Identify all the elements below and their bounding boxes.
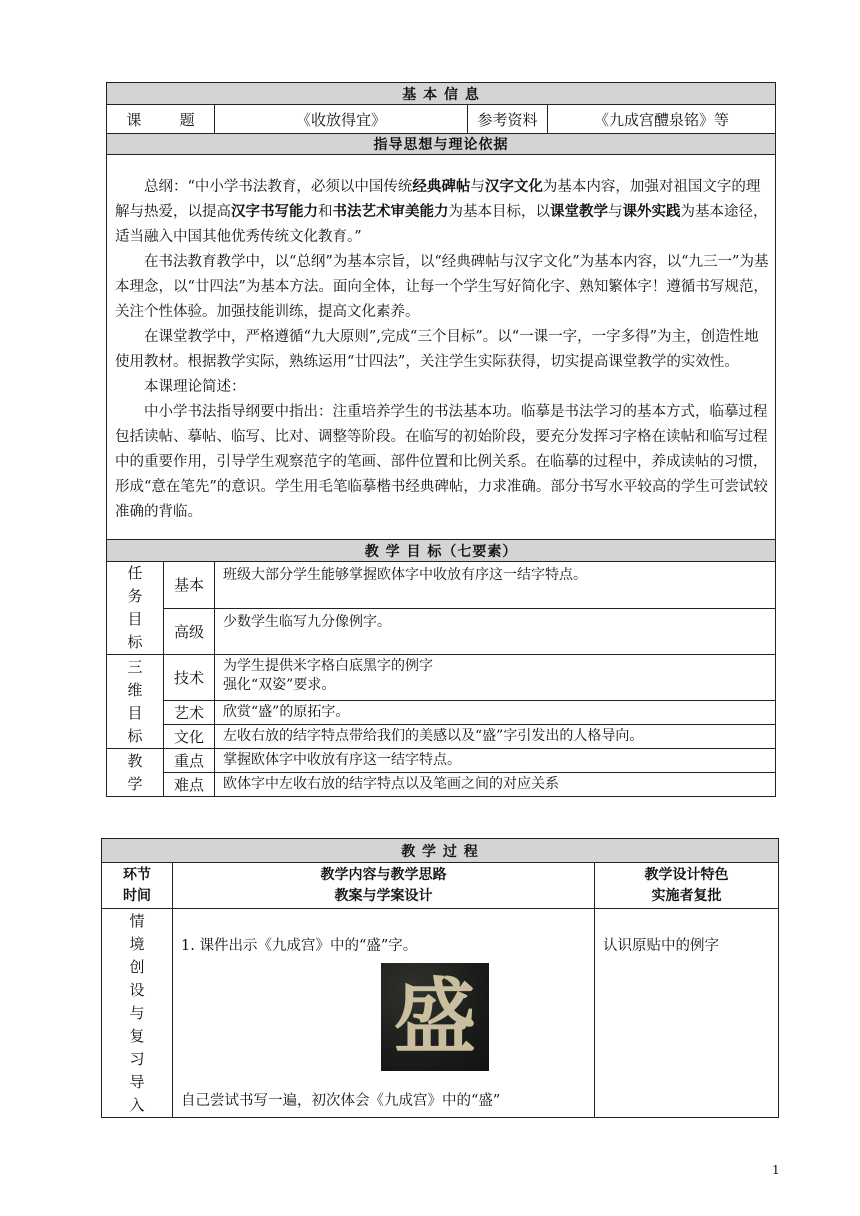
art-text: 欣赏“盛”的原拓字。 <box>215 701 776 725</box>
difficulty-label: 难点 <box>164 773 215 797</box>
stage-design-feature <box>595 909 779 1118</box>
advanced-goal-text: 少数学生临写九分像例字。 <box>215 608 776 655</box>
basic-label: 基本 <box>164 562 215 609</box>
basic-info-table <box>106 82 776 797</box>
technique-text: 为学生提供米字格白底黑字的例字 强化“双姿”要求。 <box>215 655 776 701</box>
feature-text: 认识原贴中的例字 <box>603 938 719 954</box>
key-point-label: 重点 <box>164 749 215 773</box>
reference-value: 《九成宫醴泉铭》等 <box>548 105 776 134</box>
teaching-process-header: 教 学 过 程 <box>102 839 779 863</box>
paragraph-classroom: 在课堂教学中，严格遵循“九大原则”,完成“三个目标”。以“一课一字，一字多得”为主，创造性地使用教材。根据教学实际，熟练运用“廿四法”，关注学生实际获得，切实提高课堂教学的实效性。 <box>115 329 759 370</box>
rubbing-image <box>381 963 489 1071</box>
theory-summary-title: 本课理论简述： <box>144 379 246 395</box>
basic-goal-text: 班级大部分学生能够掌握欧体字中收放有序这一结字特点。 <box>215 562 776 609</box>
page-number: 1 <box>772 1163 780 1177</box>
key-point-text: 掌握欧体字中收放有序这一结字特点。 <box>215 749 776 773</box>
basic-info-header: 基 本 信 息 <box>107 83 776 105</box>
difficulty-text: 欧体字中左收右放的结字特点以及笔画之间的对应关系 <box>215 773 776 797</box>
culture-label: 文化 <box>164 725 215 749</box>
teaching-label: 教 学 <box>107 749 164 797</box>
rubbing-character: 盛 <box>393 969 476 1065</box>
lesson-title-label: 课 题 <box>107 105 215 134</box>
paragraph-outline: 总纲：“中小学书法教育，必须以中国传统经典碑帖与汉字文化为基本内容，加强对祖国文字的理解与热爱，以提高汉字书写能力和书法艺术审美能力为基本目标，以课堂教学与课外实践为基本途径，适当融入中国其他优秀传统文化教育。” <box>115 179 768 245</box>
teaching-process-table <box>101 838 779 1118</box>
paragraph-theory: 中小学书法指导纲要中指出：注重培养学生的书法基本功。临摹是书法学习的基本方式，临摹过程包括读帖、摹帖、临写、比对、调整等阶段。在临写的初始阶段，要充分发挥习字格在读帖和临写过程中的重要作用，引导学生观察范字的笔画、部件位置和比例关系。在临摹的过程中，养成读帖的习惯，形成“意在笔先”的意识。学生用毛笔临摹楷书经典碑帖，力求准确。部分书写水平较高的学生可尝试较准确的背临。 <box>115 404 768 520</box>
design-feature-header: 教学设计特色 实施者复批 <box>595 863 779 909</box>
teaching-goals-header: 教 学 目 标（七要素） <box>107 540 776 562</box>
step-1-text: 1. 课件出示《九成宫》中的“盛”字。 <box>181 938 418 954</box>
paragraph-education: 在书法教育教学中，以“总纲”为基本宗旨，以“经典碑帖与汉字文化”为基本内容，以“九三一”为基本理念，以“廿四法”为基本方法。面向全体，让每一个学生写好简化字、熟知繁体字！遵循书写规范，关注个性体验。加强技能训练，提高文化素养。 <box>115 254 769 320</box>
stage-content <box>173 909 595 1118</box>
stage-time-header: 环节 时间 <box>102 863 173 909</box>
culture-text: 左收右放的结字特点带给我们的美感以及“盛”字引发出的人格导向。 <box>215 725 776 749</box>
advanced-label: 高级 <box>164 608 215 655</box>
content-header: 教学内容与教学思路 教案与学案设计 <box>173 863 595 909</box>
stage-label: 情 境 创 设 与 复 习 导 入 <box>102 909 173 1118</box>
art-label: 艺术 <box>164 701 215 725</box>
guiding-thought-header: 指导思想与理论依据 <box>107 134 776 155</box>
reference-label: 参考资料 <box>468 105 548 134</box>
lesson-title-value: 《收放得宜》 <box>215 105 468 134</box>
technique-label: 技术 <box>164 655 215 701</box>
task-goal-label: 任 务 目 标 <box>107 562 164 655</box>
step-1-follow-text: 自己尝试书写一遍，初次体会《九成宫》中的“盛” <box>181 1093 501 1109</box>
three-dimension-goal-label: 三 维 目 标 <box>107 655 164 749</box>
guiding-thought-content <box>107 155 776 540</box>
